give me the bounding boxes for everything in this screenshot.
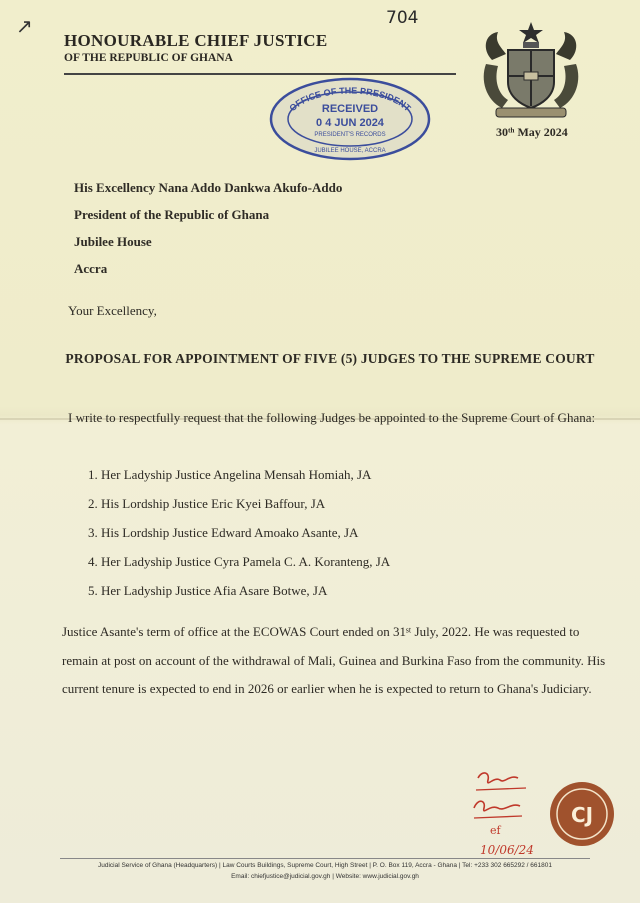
recipient-address-line: Jubilee House	[74, 234, 152, 249]
recipient-name: His Excellency Nana Addo Dankwa Akufo-Addo	[74, 180, 343, 195]
handwritten-date: 10/06/24	[480, 843, 534, 857]
list-item: 5. Her Ladyship Justice Afia Asare Botwe, JA	[88, 583, 328, 598]
stamp-date: 0 4 JUN 2024	[316, 117, 384, 129]
body-paragraph: Justice Asante's term of office at the ECOWAS Court ended on 31ˢᵗ July, 2022. He was requested to remain at post on account of the withdrawal of Mali, Guinea and Burkina Faso from the community. His current tenure is expected to end in 2026 or earlier when he is expected to return to Ghana's Judiciary.	[62, 624, 606, 696]
letter-date: 30ᵗʰ May 2024	[496, 125, 568, 139]
footer-address: Judicial Service of Ghana (Headquarters) | Law Courts Buildings, Supreme Court, High Street | P. O. Box 119, Accra - Ghana | Tel: +233 302 665292 / 661801	[97, 862, 552, 869]
letterhead-title: HONOURABLE CHIEF JUSTICE	[64, 31, 328, 50]
margin-mark: ↗	[16, 16, 33, 38]
footer-contact: Email: chiefjustice@judicial.gov.gh | Website: www.judicial.gov.gh	[231, 873, 419, 880]
stamp-address: JUBILEE HOUSE, ACCRA	[314, 148, 386, 154]
stamp-received: RECEIVED	[321, 103, 379, 115]
received-stamp	[268, 76, 432, 162]
list-item: 2. His Lordship Justice Eric Kyei Baffour, JA	[88, 496, 326, 511]
letterhead-rule	[64, 73, 456, 75]
footer-rule	[60, 858, 590, 859]
recipient-city: Accra	[74, 261, 108, 276]
stamp-records: PRESIDENT'S RECORDS	[314, 132, 386, 138]
stamp-ring-text: OFFICE OF THE PRESIDENT	[287, 85, 413, 114]
svg-text:ef: ef	[490, 824, 501, 837]
salutation: Your Excellency,	[68, 303, 157, 318]
letterhead-subtitle: OF THE REPUBLIC OF GHANA	[64, 52, 233, 64]
list-item: 3. His Lordship Justice Edward Amoako Asante, JA	[88, 525, 359, 540]
ghana-coat-of-arms-icon	[472, 20, 590, 122]
handwritten-signature	[460, 768, 550, 864]
list-item: 4. Her Ladyship Justice Cyra Pamela C. A. Koranteng, JA	[88, 554, 391, 569]
judges-list	[88, 460, 390, 605]
letter-subject: PROPOSAL FOR APPOINTMENT OF FIVE (5) JUDGES TO THE SUPREME COURT	[65, 351, 595, 366]
letter-footer	[20, 860, 630, 882]
chief-justice-seal	[548, 780, 616, 848]
seal-text: CJ	[570, 803, 594, 827]
reference-number: 704	[386, 8, 419, 28]
recipient-title: President of the Republic of Ghana	[74, 207, 270, 222]
intro-paragraph: I write to respectfully request that the following Judges be appointed to the Supreme Court of Ghana:	[68, 410, 596, 425]
list-item: 1. Her Ladyship Justice Angelina Mensah Homiah, JA	[88, 467, 372, 482]
